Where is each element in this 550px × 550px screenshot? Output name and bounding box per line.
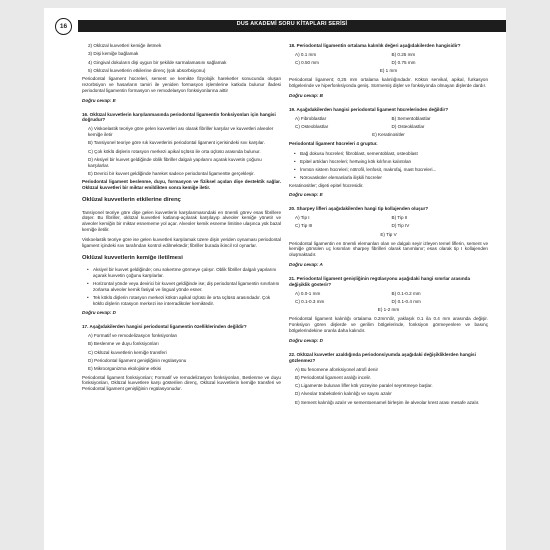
q20-number: 20. <box>289 206 296 212</box>
q21-options-row <box>295 299 488 305</box>
q22-option-e: E) Sement kalınlığı azalır ve sementoenamel birleşim ile alveolar krest arası mesafe azalır. <box>295 399 480 405</box>
q21-option-a: A) 0.0-1 mm <box>295 290 321 296</box>
q20-options-row <box>295 215 488 221</box>
q18-number: 18. <box>289 43 296 48</box>
q21-option-d: D) 0.1-0.4 mm <box>391 299 421 305</box>
q16-explanation: Periodontal ligament beslenme, duyu, formasyon ve fiziksel açıdan dişe destektik sağlar. Oklüzal kuvvetleri bir miktar emildikten sonra kemiğe iletir. <box>82 179 281 191</box>
q20-explanation: Periodontal ligamentin en önemli elemanları olan ve dalgalı seyir izleyen temel liflerin, sement ve kemiğe gömülen uç kısımları sharpey fibrilleri olarak tanımlanır; esas olarak tip I kollajenden oluşmaktadır. <box>289 240 488 258</box>
q16-stem <box>82 112 281 124</box>
q20-options-row <box>295 223 488 229</box>
q18-option-d: D) 0.75 mm <box>391 60 416 66</box>
bullet-item: • Horizontal yönde veya devirici bir kuvvet geldiğinde ise; diş periodontal ligamentin sınırlarını zorlarsa alveoler kemik fasiyal ve lingual yönde esner. <box>88 281 281 293</box>
q22-text: Oklüzal kuvvetler azaldığında periodonsiyumda aşağıdaki değişikliklerden hangisi gözlenmez? <box>289 351 476 363</box>
bullet-item: • Tek köklü dişlerin rotasyon merkezi kökün apikal üçlüsü ile orta üçlüsü arasındadır. Çok köklü dişlerin rotasyon merkezi ise interradiküler kemiktedir. <box>88 295 281 307</box>
q19-note: Keratinositler; dişeti epitel hücresidir. <box>289 182 364 188</box>
q20-option-d: D) Tip IV <box>391 223 410 229</box>
q16-option-e: E) Devrici bir kuvvet geldiğinde hareket sadece periodontal ligamentte gerçekleşir. <box>88 171 255 177</box>
q19-text: Aşağıdakilerden hangisi periodontal ligament hücrelerinden değildir? <box>296 106 449 112</box>
q22-stem <box>289 352 488 364</box>
q19-stem <box>289 107 488 113</box>
q22-option-c: C) Ligamente bulunan lifler kök yüzeyine paralel seyretmeye başlar. <box>295 383 433 389</box>
q19-option-e: E) Keratinositler <box>372 132 405 138</box>
q19-options-row <box>295 124 488 130</box>
section-paragraph: Viskoelastik teoriye göre ise gelen kuvvetleri karşılamak üzere dişin yeriden oynaması periodontal ligament içindeki sıvı tarafından kontrol edilmektedir; fibriller burada ikincil rol oynarlar. <box>82 237 281 248</box>
q18-answer: Doğru cevap: B <box>289 93 323 99</box>
q20-stem <box>289 206 488 212</box>
q19-option-d: D) Osteoklastlar <box>391 124 425 130</box>
q18-options-row <box>295 52 488 58</box>
q19-number: 19. <box>289 106 296 112</box>
q22-option-a: A) Bu fenomene afonksiyonel atrofi denir <box>295 366 378 372</box>
q20-option-e: E) Tip V <box>380 231 397 237</box>
right-column <box>289 43 488 408</box>
q21-text: Periodontal ligament genişliğinin regülasyonu aşağıdaki hangi sınırlar arasında değişiklik gösterir? <box>289 276 471 287</box>
book-page <box>44 8 506 550</box>
q18-option-c: C) 0.50 mm <box>295 60 319 66</box>
q17-option-e: E) Mikroorganizma ekolojisine etkisi <box>88 366 162 372</box>
q22-number: 22. <box>289 351 296 357</box>
section-title-resistance: Oklüzal kuvvetlerin etkilerine direnç <box>82 197 181 204</box>
q15-explanation: Periodontal ligament hücreleri, sement ve kemikte fizyolojik hareketler sonucunda oluşan rezorbsiyon ve hasarların tamiri ile yeniden formasyon işlemlerine katkıda bulunur ifadesi periodontal ligamentin formasyon ve remodelasyon fonksiyonlarına aittir <box>82 76 281 93</box>
q16-option-c: C) Çok köklü dişlerin rotasyon merkezi apikal üçlüsü ile orta üçlüsü arasında bulunur. <box>88 148 261 154</box>
section-answer: Doğru cevap: D <box>82 310 116 316</box>
q16-option-a: A) Viskoelastik teoriye göre gelen kuvvetleri ası olarak fibriller karşılar ve kuvvetleri alveoler kemiğe iletir <box>88 126 274 138</box>
q21-answer: Doğru cevap: D <box>289 337 323 343</box>
q16-option-b: B) Tansiyonel teoriye göre sık kuvvetlerini periodontal ligament içerisindeki sıvı karşılar. <box>88 140 265 146</box>
q17-option-d: D) Periodontal ligament genişliğinin regülasyonu <box>88 358 187 363</box>
q18-explanation: Periodontal ligament; 0,25 mm ortalama kalınlığındadır. Kökün servikal, apikal, furkasyon bölgelerinde ve hiperfonksiyonda geniş. Sürmemiş dişler ve fonksiyonda olmayan dişlerde dardır. <box>289 77 488 89</box>
q18-option-a: A) 0.1 mm <box>295 51 317 57</box>
bullet-item: • Nörovasküler elemanlarla ilişkili hücreler <box>295 175 488 181</box>
q21-stem <box>289 276 488 288</box>
bullet-item: • Epitel artıkları hücreleri; hertwing kök kılıfının kalıntıları <box>295 159 488 165</box>
q17-explanation: Periodontal ligament fonksiyonları; Formatif ve remodelizasyon fonksiyonları, Beslenme ve duyu fonksiyonları, Oklüzal kuvvetlere karşı gösterilen direnç, Oklüzal kuvvetlerin kemiğe transferi ve Periodontal ligament genişliğinin regülasyonudur. <box>82 374 281 392</box>
q20-text: Sharpey lifleri aşağıdakilerden hangi tip kollajenden oluşur? <box>296 206 429 212</box>
q17-option-a: A) Formatif ve remodelizasyon fonksiyonları <box>88 333 178 339</box>
q17-number: 17. <box>82 324 89 330</box>
q19-option-b: B) Sementoblastlar <box>391 115 431 121</box>
section-paragraph: Tansiyonel teoriye göre dişe gelen kuvvetlerin karşılanmasındaki en önemli görev esas fibrillere düşer. Bu fibriller, oklüzal kuvvetleri katlanıp-açılarak karşılayıp alveoler kemiğe yönetir ve alveoler kemiğin bir miktar esnememe yol açar. Alveoler kemik esneme limitine ulaşınca yük bazal kemiğe iletilir. <box>82 209 281 233</box>
q18-text: Periodontal ligamentin ortalama kalınlık değeri aşağıdakilerden hangisidir? <box>296 43 461 48</box>
q19-option-a: A) Fibroblastlar <box>295 115 327 121</box>
left-column <box>82 43 281 396</box>
section-title-transfer: Oklüzal kuvvetlerin kemiğe iletilmesi <box>82 254 183 261</box>
q19-explanation-title: Periodontal ligament hücreleri 4 gruptur. <box>289 141 378 147</box>
q15-option: 4) Gingival dokuların dişi uygun bir şekilde sarmalamasını sağlamak <box>88 59 227 65</box>
q15-option: 3) Dişi kemiğe bağlamak <box>88 51 139 57</box>
q19-option-c: C) Osteoblastlar <box>295 124 329 130</box>
q20-answer: Doğru cevap: A <box>289 262 323 268</box>
q16-number: 16. <box>82 111 89 117</box>
q21-option-c: C) 0.1-0.3 mm <box>295 299 325 305</box>
q16-text: Oklüzal kuvvetlerin karşılanmasında periodontal ligamentin fonksiyonları için hangisi doğrudur? <box>82 111 276 123</box>
q22-option-d: D) Alveolar trabekülerin kalınlığı ve sayısı azalır <box>295 391 392 397</box>
q21-option-e: E) 1-2 mm <box>377 307 400 313</box>
q21-number: 21. <box>289 276 296 282</box>
q18-stem <box>289 43 488 49</box>
q22-option-b: B) Periodontal ligament aralığı incelir. <box>295 374 372 380</box>
bullet-item: • İmmün sistem hücreleri; nötrofil, lenfosit, makrofaj, mast hücreleri... <box>295 167 488 173</box>
q21-explanation: Periodontal ligament kalınlığı ortalama 0.2mm'dir, yaklaşık 0.1 ila 0.4 mm arasında değişir. Fonksiyon gören dişlerde ve gerilim bölgelerinde, fonksiyon görmeyenlere ve basınç bölgelerindekine oranla daha kalındır. <box>289 316 488 333</box>
q17-stem <box>82 324 281 330</box>
q15-option: 2) Oklüzal kuvvetleri kemiğe iletmek <box>88 43 162 48</box>
page-header <box>44 18 506 35</box>
page-number: 16 <box>55 18 72 35</box>
q17-text: Aşağıdakilerden hangisi periodontal ligamentin özelliklerinden değildir? <box>89 324 247 330</box>
bullet-item: • Bağ dokusu hücreleri; fibroblast, sementoblast, osteoblast <box>295 151 488 157</box>
header-bar <box>78 20 506 32</box>
q20-option-b: B) Tip II <box>391 215 408 221</box>
q21-option-b: B) 0.1-0.2 mm <box>391 290 421 296</box>
q20-option-a: A) Tip I <box>295 215 310 221</box>
q17-option-c: C) Oklüzal kuvvetlerin kemiğe transferi <box>88 349 167 355</box>
series-title: DUS AKADEMİ SORU KİTAPLARI SERİSİ <box>236 21 348 27</box>
q20-option-c: C) Tip III <box>295 223 313 229</box>
q15-answer: Doğru cevap: E <box>82 97 116 103</box>
q18-option-b: B) 0.25 mm <box>391 51 416 57</box>
q18-option-e: E) 1 mm <box>379 68 398 74</box>
bullet-item: • Aksiyel bir kuvvet geldiğinde; onu sokertme görmeye çalışır. Oblik fibriller dalgalı yapılarını açarak kuvvetin çoğunu karşılarlar. <box>88 267 281 279</box>
q17-option-b: B) Beslenme ve duyu fonksiyonları <box>88 341 159 347</box>
q15-option: 5) Oklüzal kuvvetlerin etkilerine direnç (şok absorbsiyonu) <box>88 67 206 73</box>
q21-options-row <box>295 291 488 297</box>
q18-options-row <box>295 60 488 66</box>
q19-options-row <box>295 116 488 122</box>
q19-answer: Doğru cevap: E <box>289 192 323 198</box>
q16-option-d: D) Aksiyel bir kuvvet geldiğinde oblik fibriller dalgalı yapılarını açarak kuvvetin çoğunu karşılarlar. <box>88 156 262 168</box>
